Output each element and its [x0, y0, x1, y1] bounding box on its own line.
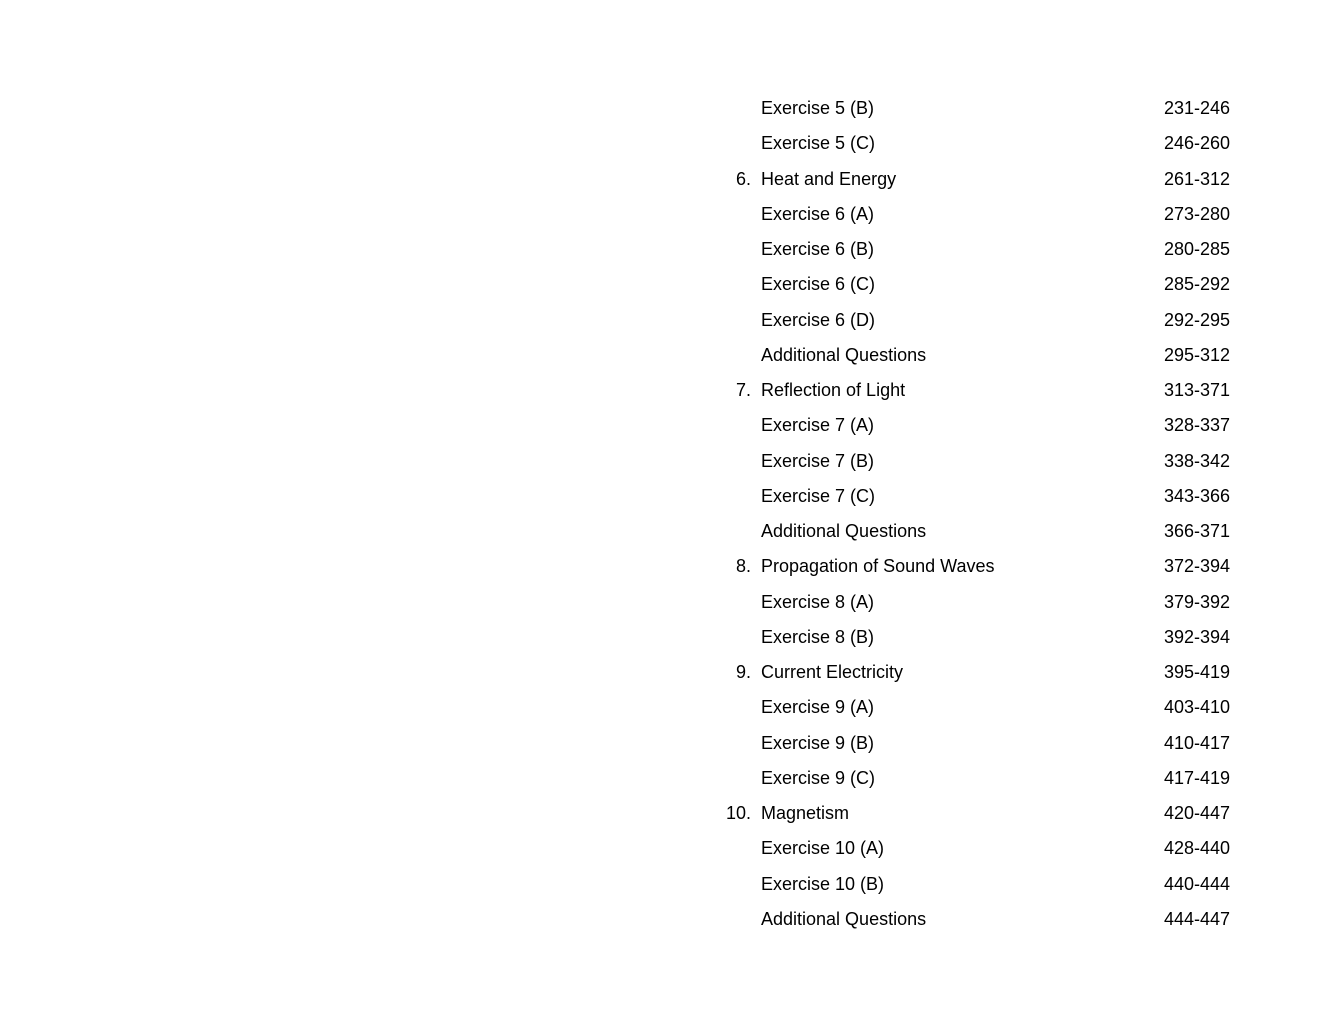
table-of-contents: [700, 91, 1240, 937]
toc-page-range: 273-280: [1163, 203, 1230, 224]
toc-entry-title: Exercise 10 (B): [761, 873, 885, 894]
toc-entry-row: [700, 338, 1240, 373]
toc-entry-title: Additional Questions: [761, 521, 927, 541]
toc-entry-row: [700, 902, 1240, 937]
toc-entry-title: Exercise 6 (A): [761, 203, 875, 224]
toc-chapter-row: [700, 373, 1240, 408]
toc-page-range: 313-371: [1163, 380, 1230, 400]
toc-entry-row: [700, 267, 1240, 302]
toc-page-range: 231-246: [1163, 98, 1230, 118]
toc-entry-row: [700, 197, 1240, 232]
toc-entry-row: [700, 479, 1240, 514]
toc-entry-title: Magnetism: [761, 803, 850, 823]
toc-entry-title: Exercise 8 (A): [761, 591, 875, 612]
toc-entry-title: Exercise 10 (A): [761, 838, 885, 859]
toc-page-range: 246-260: [1163, 133, 1230, 154]
toc-entry-title: Exercise 7 (B): [761, 450, 875, 471]
toc-entry-row: [700, 726, 1240, 761]
toc-entry-row: [700, 444, 1240, 479]
toc-chapter-number: 9.: [735, 662, 751, 682]
toc-entry-title: Exercise 5 (B): [761, 98, 875, 118]
toc-page-range: 292-295: [1163, 309, 1230, 330]
toc-entry-title: Exercise 8 (B): [761, 626, 875, 647]
toc-page-range: 328-337: [1163, 415, 1230, 436]
toc-page-range: 338-342: [1163, 450, 1230, 471]
toc-chapter-row: [700, 549, 1240, 584]
toc-page-range: 280-285: [1163, 239, 1230, 259]
toc-chapter-row: [700, 796, 1240, 831]
toc-entry-row: [700, 620, 1240, 655]
toc-chapter-number: 6.: [735, 168, 751, 189]
toc-entry-row: [700, 408, 1240, 443]
toc-entry-row: [700, 126, 1240, 161]
toc-entry-title: Exercise 7 (C): [761, 485, 876, 506]
toc-entry-row: [700, 761, 1240, 796]
toc-page-range: 295-312: [1163, 344, 1230, 365]
toc-entry-row: [700, 867, 1240, 902]
toc-entry-title: Additional Questions: [761, 344, 927, 365]
toc-chapter-number: 7.: [735, 380, 751, 400]
toc-page-range: 428-440: [1163, 838, 1230, 859]
toc-page-range: 444-447: [1163, 908, 1230, 929]
toc-chapter-row: [700, 655, 1240, 690]
toc-entry-title: Exercise 9 (A): [761, 697, 875, 718]
toc-page-range: 410-417: [1163, 732, 1230, 753]
toc-page-range: 403-410: [1163, 697, 1230, 718]
toc-entry-title: Exercise 6 (D): [761, 309, 876, 330]
toc-entry-title: Exercise 6 (B): [761, 239, 875, 259]
toc-chapter-number: 10.: [725, 803, 751, 823]
toc-page-range: 395-419: [1163, 662, 1230, 682]
toc-entry-row: [700, 91, 1240, 126]
toc-entry-title: Exercise 5 (C): [761, 133, 876, 154]
toc-entry-row: [700, 232, 1240, 267]
toc-entry-title: Exercise 7 (A): [761, 415, 875, 436]
toc-entry-row: [700, 585, 1240, 620]
toc-page-range: 379-392: [1163, 591, 1230, 612]
toc-chapter-number: 8.: [735, 556, 751, 577]
toc-page-range: 392-394: [1163, 626, 1230, 647]
toc-entry-title: Additional Questions: [761, 908, 927, 929]
toc-entry-title: Current Electricity: [761, 662, 904, 682]
toc-page-range: 343-366: [1163, 485, 1230, 506]
toc-entry-row: [700, 690, 1240, 725]
toc-page-range: 285-292: [1163, 274, 1230, 295]
toc-entry-title: Reflection of Light: [761, 380, 906, 400]
toc-entry-title: Heat and Energy: [761, 168, 897, 189]
toc-page-range: 372-394: [1163, 556, 1230, 577]
toc-page-range: 420-447: [1163, 803, 1230, 823]
toc-chapter-row: [700, 162, 1240, 197]
toc-page-range: 440-444: [1163, 873, 1230, 894]
toc-entry-title: Exercise 9 (B): [761, 732, 875, 753]
toc-entry-row: [700, 514, 1240, 549]
toc-entry-title: Exercise 9 (C): [761, 767, 876, 788]
toc-page-range: 366-371: [1163, 521, 1230, 541]
toc-entry-row: [700, 303, 1240, 338]
toc-entry-title: Exercise 6 (C): [761, 274, 876, 295]
toc-page-range: 417-419: [1163, 767, 1230, 788]
toc-page-range: 261-312: [1163, 168, 1230, 189]
toc-entry-row: [700, 831, 1240, 866]
toc-entry-title: Propagation of Sound Waves: [761, 556, 995, 577]
